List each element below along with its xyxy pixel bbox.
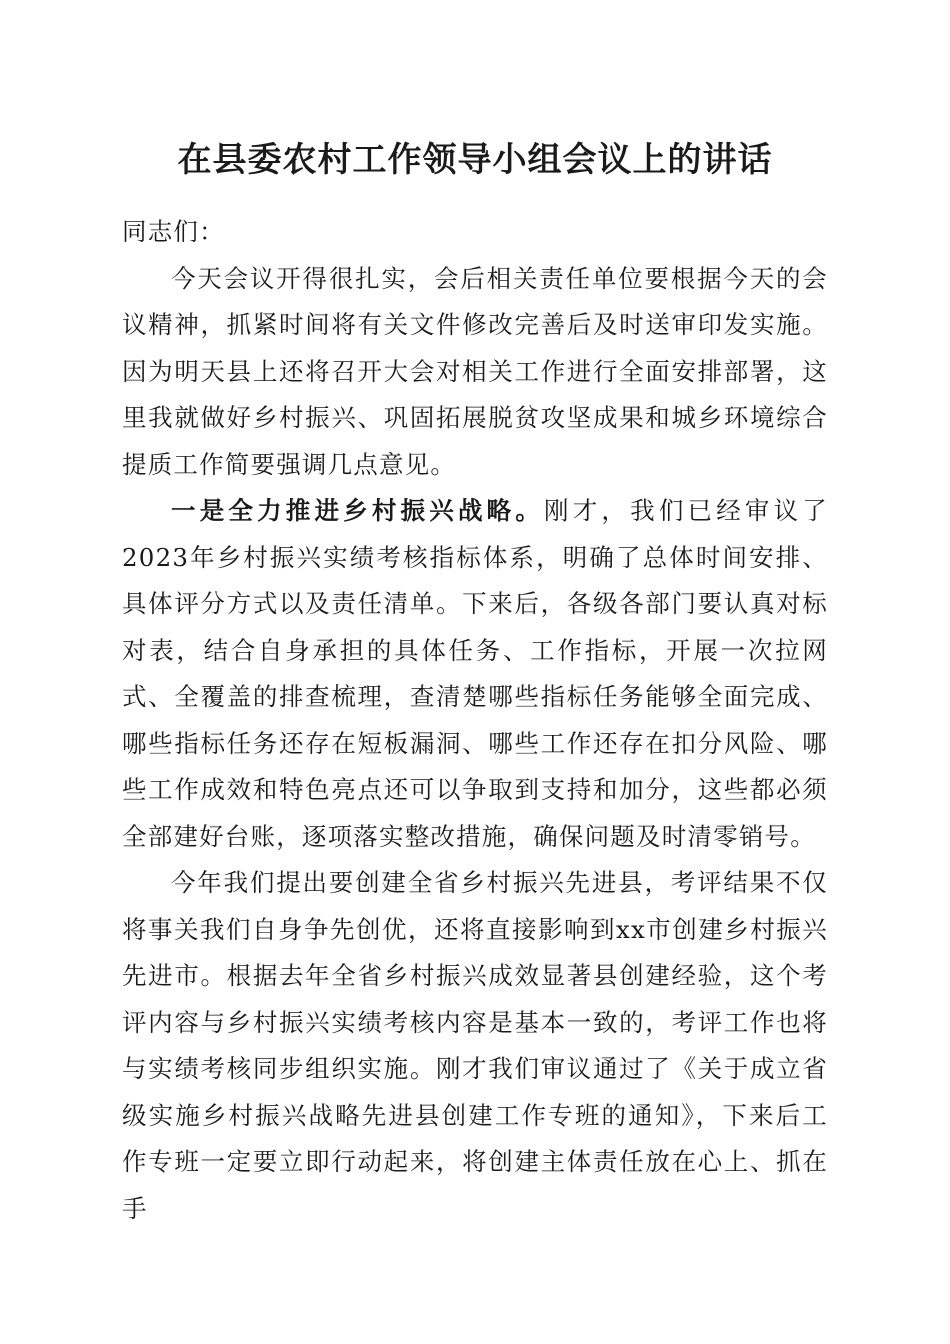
document-title: 在县委农村工作领导小组会议上的讲话 <box>177 140 773 180</box>
paragraph-3 <box>122 860 828 1232</box>
paragraph-2 <box>122 488 828 860</box>
paragraph-1 <box>122 256 828 489</box>
salutation: 同志们： <box>122 217 225 246</box>
paragraph-2-text: 刚才，我们已经审议了2023年乡村振兴实绩考核指标体系，明确了总体时间安排、具体评分方式以及责任清单。下来后，各级各部门要认真对标对表，结合自身承担的具体任务、工作指标，开展一次拉网式、全覆盖的排查梳理，查清楚哪些指标任务能够全面完成、哪些指标任务还存在短板漏洞、哪些工作还存在扣分风险、哪些工作成效和特色亮点还可以争取到支持和加分，这些都必须全部建好台账，逐项落实整改措施，确保问题及时清零销号。 <box>122 496 829 851</box>
paragraph-2-lead: 一是全力推进乡村振兴战略。 <box>171 496 545 525</box>
document-body <box>122 209 828 1232</box>
paragraph-3-text: 今年我们提出要创建全省乡村振兴先进县，考评结果不仅将事关我们自身争先创优，还将直接影响到xx市创建乡村振兴先进市。根据去年全省乡村振兴成效显著县创建经验，这个考评内容与乡村振兴实绩考核内容是基本一致的，考评工作也将与实绩考核同步组织实施。刚才我们审议通过了《关于成立省级实施乡村振兴战略先进县创建工作专班的通知》，下来后工作专班一定要立即行动起来，将创建主体责任放在心上、抓在手 <box>122 868 828 1223</box>
paragraph-1-text: 今天会议开得很扎实，会后相关责任单位要根据今天的会议精神，抓紧时间将有关文件修改完善后及时送审印发实施。因为明天县上还将召开大会对相关工作进行全面安排部署，这里我就做好乡村振兴、巩固拓展脱贫攻坚成果和城乡环境综合提质工作简要强调几点意见。 <box>122 263 828 479</box>
